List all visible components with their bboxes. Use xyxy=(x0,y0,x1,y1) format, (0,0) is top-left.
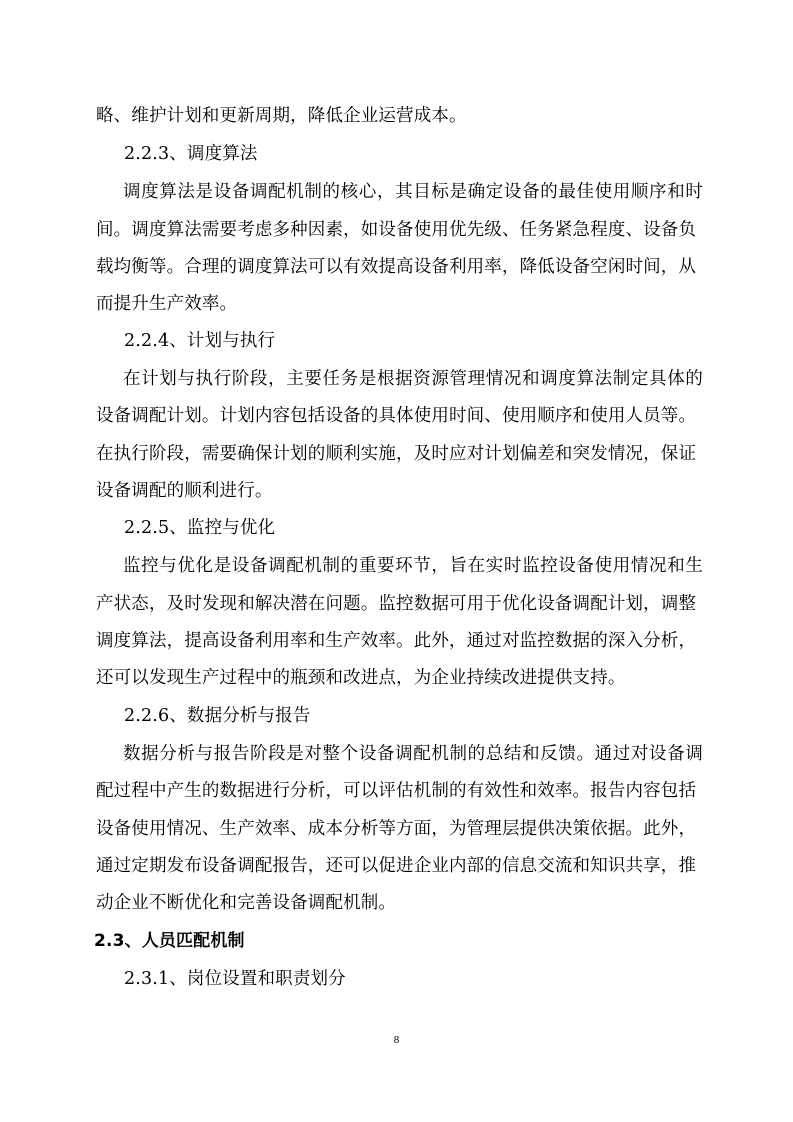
paragraph-line: 设备调配计划。计划内容包括设备的具体使用时间、使用顺序和使用人员等。 xyxy=(96,406,697,426)
page-number: 8 xyxy=(393,1034,400,1046)
section-heading-2-2-6: 2.2.6、数据分析与报告 xyxy=(124,706,311,726)
paragraph-line: 配过程中产生的数据进行分析，可以评估机制的有效性和效率。报告内容包括 xyxy=(96,781,697,801)
paragraph-line: 动企业不断优化和完善设备调配机制。 xyxy=(96,893,397,913)
section-heading-2-3-1: 2.3.1、岗位设置和职责划分 xyxy=(124,969,346,989)
section-heading-2-2-4: 2.2.4、计划与执行 xyxy=(124,331,276,351)
paragraph-line: 载均衡等。合理的调度算法可以有效提高设备利用率，降低设备空闲时间，从 xyxy=(96,257,697,277)
paragraph-line: 在执行阶段，需要确保计划的顺利实施，及时应对计划偏差和突发情况，保证 xyxy=(96,444,697,464)
section-heading-2-3: 2.3、人员匹配机制 xyxy=(94,931,245,951)
paragraph-line: 设备调配的顺利进行。 xyxy=(96,481,273,501)
paragraph-line: 在计划与执行阶段，主要任务是根据资源管理情况和调度算法制定具体的 xyxy=(123,369,703,389)
paragraph-line: 设备使用情况、生产效率、成本分析等方面，为管理层提供决策依据。此外， xyxy=(96,819,697,839)
paragraph-line: 调度算法是设备调配机制的核心，其目标是确定设备的最佳使用顺序和时 xyxy=(123,182,703,202)
section-heading-2-2-5: 2.2.5、监控与优化 xyxy=(124,518,276,538)
paragraph-line: 产状态，及时发现和解决潜在问题。监控数据可用于优化设备调配计划，调整 xyxy=(96,594,697,614)
paragraph-line: 而提升生产效率。 xyxy=(96,294,238,314)
section-heading-2-2-3: 2.2.3、调度算法 xyxy=(124,144,258,164)
paragraph-line: 调度算法，提高设备利用率和生产效率。此外，通过对监控数据的深入分析， xyxy=(96,631,697,651)
paragraph-line: 略、维护计划和更新周期，降低企业运营成本。 xyxy=(96,106,467,126)
paragraph-line: 数据分析与报告阶段是对整个设备调配机制的总结和反馈。通过对设备调 xyxy=(123,744,703,764)
paragraph-line: 还可以发现生产过程中的瓶颈和改进点，为企业持续改进提供支持。 xyxy=(96,668,626,688)
paragraph-line: 监控与优化是设备调配机制的重要环节，旨在实时监控设备使用情况和生 xyxy=(123,556,703,576)
paragraph-line: 通过定期发布设备调配报告，还可以促进企业内部的信息交流和知识共享，推 xyxy=(96,856,697,876)
paragraph-line: 间。调度算法需要考虑多种因素，如设备使用优先级、任务紧急程度、设备负 xyxy=(96,220,697,240)
